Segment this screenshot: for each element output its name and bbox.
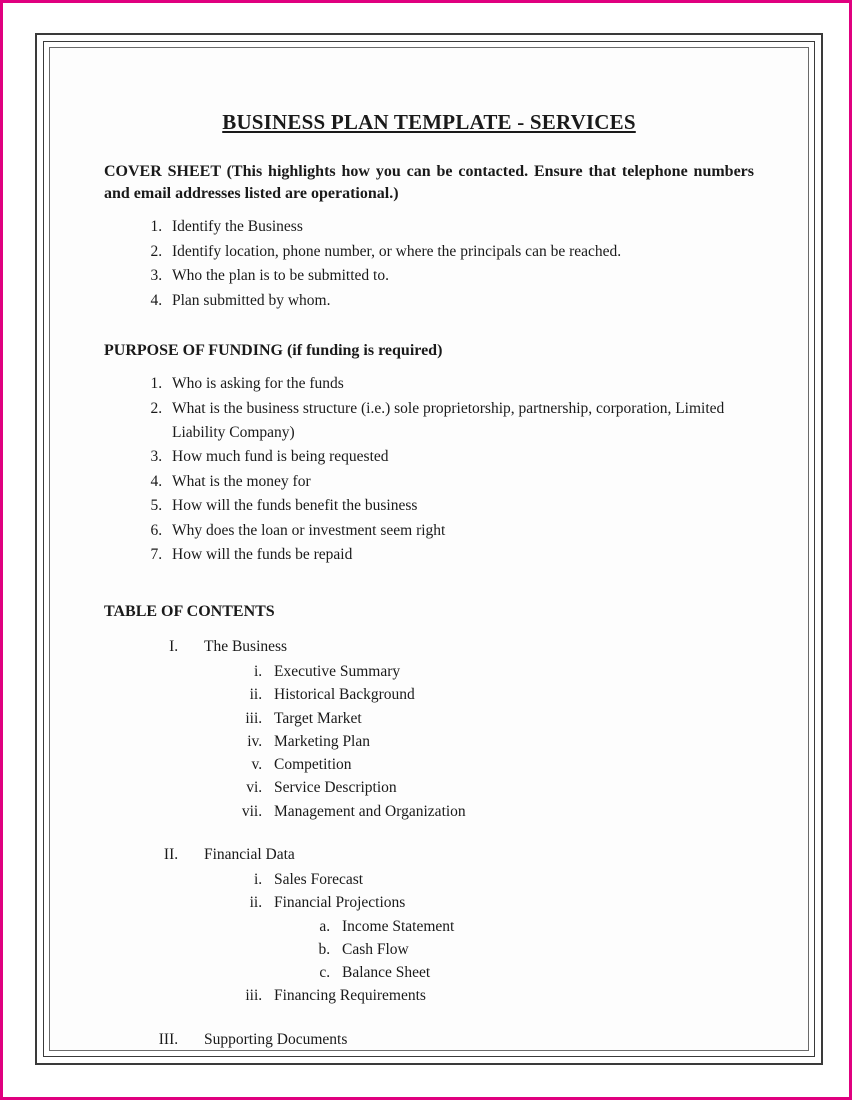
- toc-subitem: [266, 891, 754, 984]
- toc-subitem: iv. Marketing Plan: [266, 730, 754, 753]
- document-border-outer: [43, 41, 815, 1057]
- toc-subitem: iii. Financing Requirements: [266, 984, 754, 1007]
- toc-section-financial-data: [182, 843, 754, 1008]
- toc-section-the-business: [182, 635, 754, 823]
- toc-subitem: ii. Historical Background: [266, 683, 754, 706]
- list-item: 4. Plan submitted by whom.: [166, 289, 754, 313]
- purpose-of-funding-heading: PURPOSE OF FUNDING (if funding is required): [104, 342, 443, 360]
- list-item: 3. How much fund is being requested: [166, 445, 754, 469]
- table-of-contents-heading: TABLE OF CONTENTS: [104, 602, 275, 620]
- document-sheet: [35, 33, 823, 1065]
- toc-section-label: Financial Data: [204, 845, 295, 863]
- toc-root-list: [104, 635, 754, 1051]
- list-item: 5. How will the funds benefit the business: [166, 494, 754, 518]
- list-item: 1. Who is asking for the funds: [166, 372, 754, 396]
- toc-sub-subitem: a. Income Statement: [334, 915, 754, 938]
- document-body: [49, 47, 809, 1051]
- list-item: 4. What is the money for: [166, 470, 754, 494]
- toc-section-label: The Business: [204, 637, 288, 655]
- toc-subitem: vi. Service Description: [266, 776, 754, 799]
- toc-subitem: v. Competition: [266, 753, 754, 776]
- list-item: 2. What is the business structure (i.e.) sole proprietorship, partnership, corporation, Limited Liability Company): [166, 397, 754, 444]
- toc-sub-sublist: [274, 915, 754, 985]
- toc-sublist: [204, 660, 754, 823]
- list-item: 1. Identify the Business: [166, 215, 754, 239]
- list-item: 7. How will the funds be repaid: [166, 543, 754, 567]
- toc-subitem: vii. Management and Organization: [266, 800, 754, 823]
- toc-section-supporting-documents: [182, 1028, 754, 1051]
- toc-sublist: [204, 868, 754, 1008]
- list-item: 2. Identify location, phone number, or where the principals can be reached.: [166, 240, 754, 264]
- toc-subitem: i. Executive Summary: [266, 660, 754, 683]
- toc-section-label: Supporting Documents: [204, 1030, 348, 1048]
- toc-sub-subitem: c. Balance Sheet: [334, 961, 754, 984]
- cover-sheet-heading: COVER SHEET (This highlights how you can be contacted. Ensure that telephone numbers and email addresses listed are operational.): [104, 163, 754, 203]
- toc-subitem-label: Financial Projections: [274, 894, 406, 912]
- list-item: 6. Why does the loan or investment seem right: [166, 519, 754, 543]
- purpose-of-funding-list: [104, 372, 754, 566]
- toc-subitem: i. Sales Forecast: [266, 868, 754, 891]
- cover-sheet-list: [104, 215, 754, 312]
- toc-sub-subitem: b. Cash Flow: [334, 938, 754, 961]
- document-title: BUSINESS PLAN TEMPLATE - SERVICES: [222, 110, 636, 134]
- table-of-contents-block: [104, 635, 754, 1051]
- toc-subitem: iii. Target Market: [266, 707, 754, 730]
- list-item: 3. Who the plan is to be submitted to.: [166, 264, 754, 288]
